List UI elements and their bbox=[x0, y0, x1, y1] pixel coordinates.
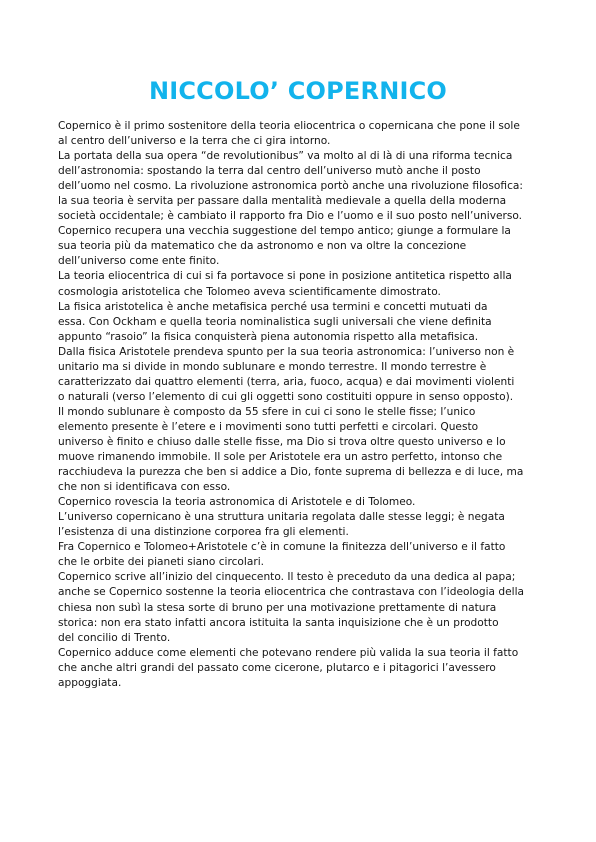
text-line: L’universo copernicano è una struttura unitaria regolata dalle stesse leggi; è negata bbox=[58, 511, 505, 524]
text-line: chiesa non subì la stesa sorte di bruno per una motivazione prettamente di natura bbox=[58, 601, 497, 614]
text-line: racchiudeva la purezza che ben si addice a Dio, fonte suprema di bellezza e di luce, ma bbox=[58, 466, 524, 479]
text-line: dell’uomo nel cosmo. La rivoluzione astronomica portò anche una rivoluzione filosofica: bbox=[58, 180, 523, 193]
text-line: unitario ma si divide in mondo sublunare e mondo terrestre. Il mondo terrestre è bbox=[58, 360, 487, 373]
text-line: cosmologia aristotelica che Tolomeo aveva scientificamente dimostrato. bbox=[58, 285, 441, 298]
text-line: Copernico è il primo sostenitore della teoria eliocentrica o copernicana che pone il sole bbox=[58, 120, 520, 132]
text-line: sua teoria più da matematico che da astronomo e non va oltre la concezione bbox=[58, 240, 467, 253]
text-line: Copernico adduce come elementi che potevano rendere più valida la sua teoria il fatto bbox=[58, 646, 519, 659]
text-line: Copernico scrive all’inizio del cinquecento. Il testo è preceduto da una dedica al papa; bbox=[58, 571, 516, 584]
text-line: muove rimanendo immobile. Il sole per Aristotele era un astro perfetto, intonso che bbox=[58, 451, 503, 464]
text-line: appunto “rasoio” la fisica conquisterà piena autonomia rispetto alla metafisica. bbox=[58, 330, 479, 343]
text-line: la sua teoria è servita per passare dalla mentalità medievale a quella della moderna bbox=[58, 195, 507, 208]
text-line: Fra Copernico e Tolomeo+Aristotele c’è in comune la finitezza dell’universo e il fatto bbox=[58, 541, 506, 554]
text-line: del concilio di Trento. bbox=[58, 631, 171, 644]
text-line: caratterizzato dai quattro elementi (terra, aria, fuoco, acqua) e dai movimenti violenti bbox=[58, 375, 515, 388]
text-line: La teoria eliocentrica di cui si fa portavoce si pone in posizione antitetica rispetto alla bbox=[58, 270, 512, 283]
text-line: Il mondo sublunare è composto da 55 sfere in cui ci sono le stelle fisse; l’unico bbox=[58, 405, 476, 418]
text-line: che le orbite dei pianeti siano circolari. bbox=[58, 556, 265, 569]
text-line: che non si identificava con esso. bbox=[58, 481, 231, 494]
text-line: universo è finito e chiuso dalle stelle fisse, ma Dio si trova oltre questo universo e lo bbox=[58, 435, 506, 448]
text-line: dell’astronomia: spostando la terra dal centro dell’universo mutò anche il posto bbox=[58, 165, 481, 178]
text-line: l’esistenza di una distinzione corporea fra gli elementi. bbox=[58, 526, 349, 539]
text-line: appoggiata. bbox=[58, 676, 122, 689]
text-line: Dalla fisica Aristotele prendeva spunto per la sua teoria astronomica: l’universo non è bbox=[58, 345, 515, 358]
text-line: Copernico recupera una vecchia suggestione del tempo antico; giunge a formulare la bbox=[58, 225, 511, 238]
text-line: anche se Copernico sostenne la teoria eliocentrica che contrastava con l’ideologia della bbox=[58, 586, 525, 599]
text-line: dell’universo come ente finito. bbox=[58, 255, 220, 268]
text-line: La fisica aristotelica è anche metafisica perché usa termini e concetti mutuati da bbox=[58, 300, 488, 313]
text-line: La portata della sua opera “de revolutionibus” va molto al di là di una riforma tecnica bbox=[58, 150, 513, 163]
body-text bbox=[58, 119, 548, 691]
text-line: elemento presente è l’etere e i movimenti sono tutti perfetti e circolari. Questo bbox=[58, 420, 479, 433]
text-line: Copernico rovescia la teoria astronomica di Aristotele e di Tolomeo. bbox=[58, 496, 416, 509]
text-line: essa. Con Ockham e quella teoria nominalistica sugli universali che viene definita bbox=[58, 315, 492, 328]
text-line: società occidentale; è cambiato il rapporto fra Dio e l’uomo e il suo posto nell’universo. bbox=[58, 210, 523, 223]
text-line: al centro dell’universo e la terra che ci gira intorno. bbox=[58, 135, 331, 148]
page-title: NICCOLO’ COPERNICO bbox=[148, 77, 448, 105]
text-line: o naturali (verso l’elemento di cui gli oggetti sono costituiti oppure in senso opposto). bbox=[58, 390, 514, 403]
text-line: storica: non era stato infatti ancora istituita la santa inquisizione che è un prodotto bbox=[58, 616, 499, 629]
text-line: che anche altri grandi del passato come cicerone, plutarco e i pitagorici l’avessero bbox=[58, 661, 496, 674]
